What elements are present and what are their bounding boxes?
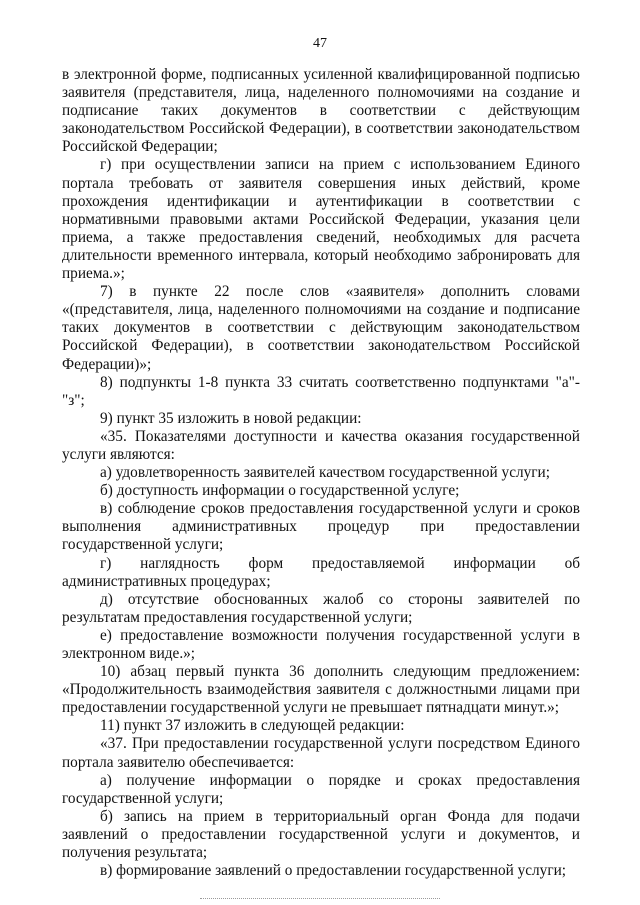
paragraph-clause-35-g: г) наглядность форм предоставляемой информации об административных процедурах; — [62, 554, 580, 590]
page-number: 47 — [313, 36, 327, 51]
paragraph-item-8: 8) подпункты 1-8 пункта 33 считать соответственно подпунктами "а"- "з"; — [62, 373, 580, 409]
paragraph-clause-37: «37. При предоставлении государственной услуги посредством Единого портала заявителю обеспечивается: — [62, 735, 580, 771]
paragraph-clause-37-v: в) формирование заявлений о предоставлении государственной услуги; — [100, 862, 567, 880]
paragraph-clause-35-v: в) соблюдение сроков предоставления государственной услуги и сроков выполнения административных процедур при предоставлении государственной услуги; — [62, 500, 580, 554]
paragraph-item-9: 9) пункт 35 изложить в новой редакции: — [100, 409, 362, 427]
paragraph-clause-35-b: б) доступность информации о государственной услуге; — [100, 482, 460, 500]
paragraph-continuation: в электронной форме, подписанных усиленной квалифицированной подписью заявителя (представителя, лица, наделенного полномочиями на создание и подписание таких документов в соответствии с действующим законодательством Российской Федерации), в соответствии законодательством Российской Федерации; — [62, 66, 580, 156]
paragraph-clause-35-d: д) отсутствие обоснованных жалоб со стороны заявителей по результатам предоставления государственной услуги; — [62, 590, 580, 626]
paragraph-item-11: 11) пункт 37 изложить в следующей редакции: — [100, 717, 405, 735]
paragraph-item-7: 7) в пункте 22 после слов «заявителя» дополнить словами «(представителя, лица, наделенного полномочиями на создание и подписание таких документов в соответствии с действующим законодательством Российской Федерации), в соответствии законодательством Российской Федерации)»; — [62, 283, 580, 373]
scan-edge-mark — [200, 898, 440, 900]
document-body — [62, 66, 580, 880]
paragraph-item-10: 10) абзац первый пункта 36 дополнить следующим предложением: «Продолжительность взаимодействия заявителя с должностными лицами при предоставлении государственной услуги не превышает пятнадцати минут.»; — [62, 663, 580, 717]
paragraph-clause-35-e: е) предоставление возможности получения государственной услуги в электронном виде.»; — [62, 626, 580, 662]
paragraph-clause-35: «35. Показателями доступности и качества оказания государственной услуги являются: — [62, 427, 580, 463]
paragraph-clause-35-a: а) удовлетворенность заявителей качеством государственной услуги; — [100, 464, 550, 482]
paragraph-clause-37-b: б) запись на прием в территориальный орган Фонда для подачи заявлений о предоставлении государственной услуги и документов, и получения результата; — [62, 807, 580, 862]
paragraph-item-g-portal: г) при осуществлении записи на прием с использованием Единого портала требовать от заявителя совершения иных действий, кроме прохождения идентификации и аутентификации в соответствии с нормативными правовыми актами Российской Федерации, указания цели приема, а также предоставления сведений, необходимых для расчета длительности временного интервала, который необходимо забронировать для приема.»; — [62, 156, 580, 283]
paragraph-clause-37-a: а) получение информации о порядке и сроках предоставления государственной услуги; — [62, 771, 580, 807]
